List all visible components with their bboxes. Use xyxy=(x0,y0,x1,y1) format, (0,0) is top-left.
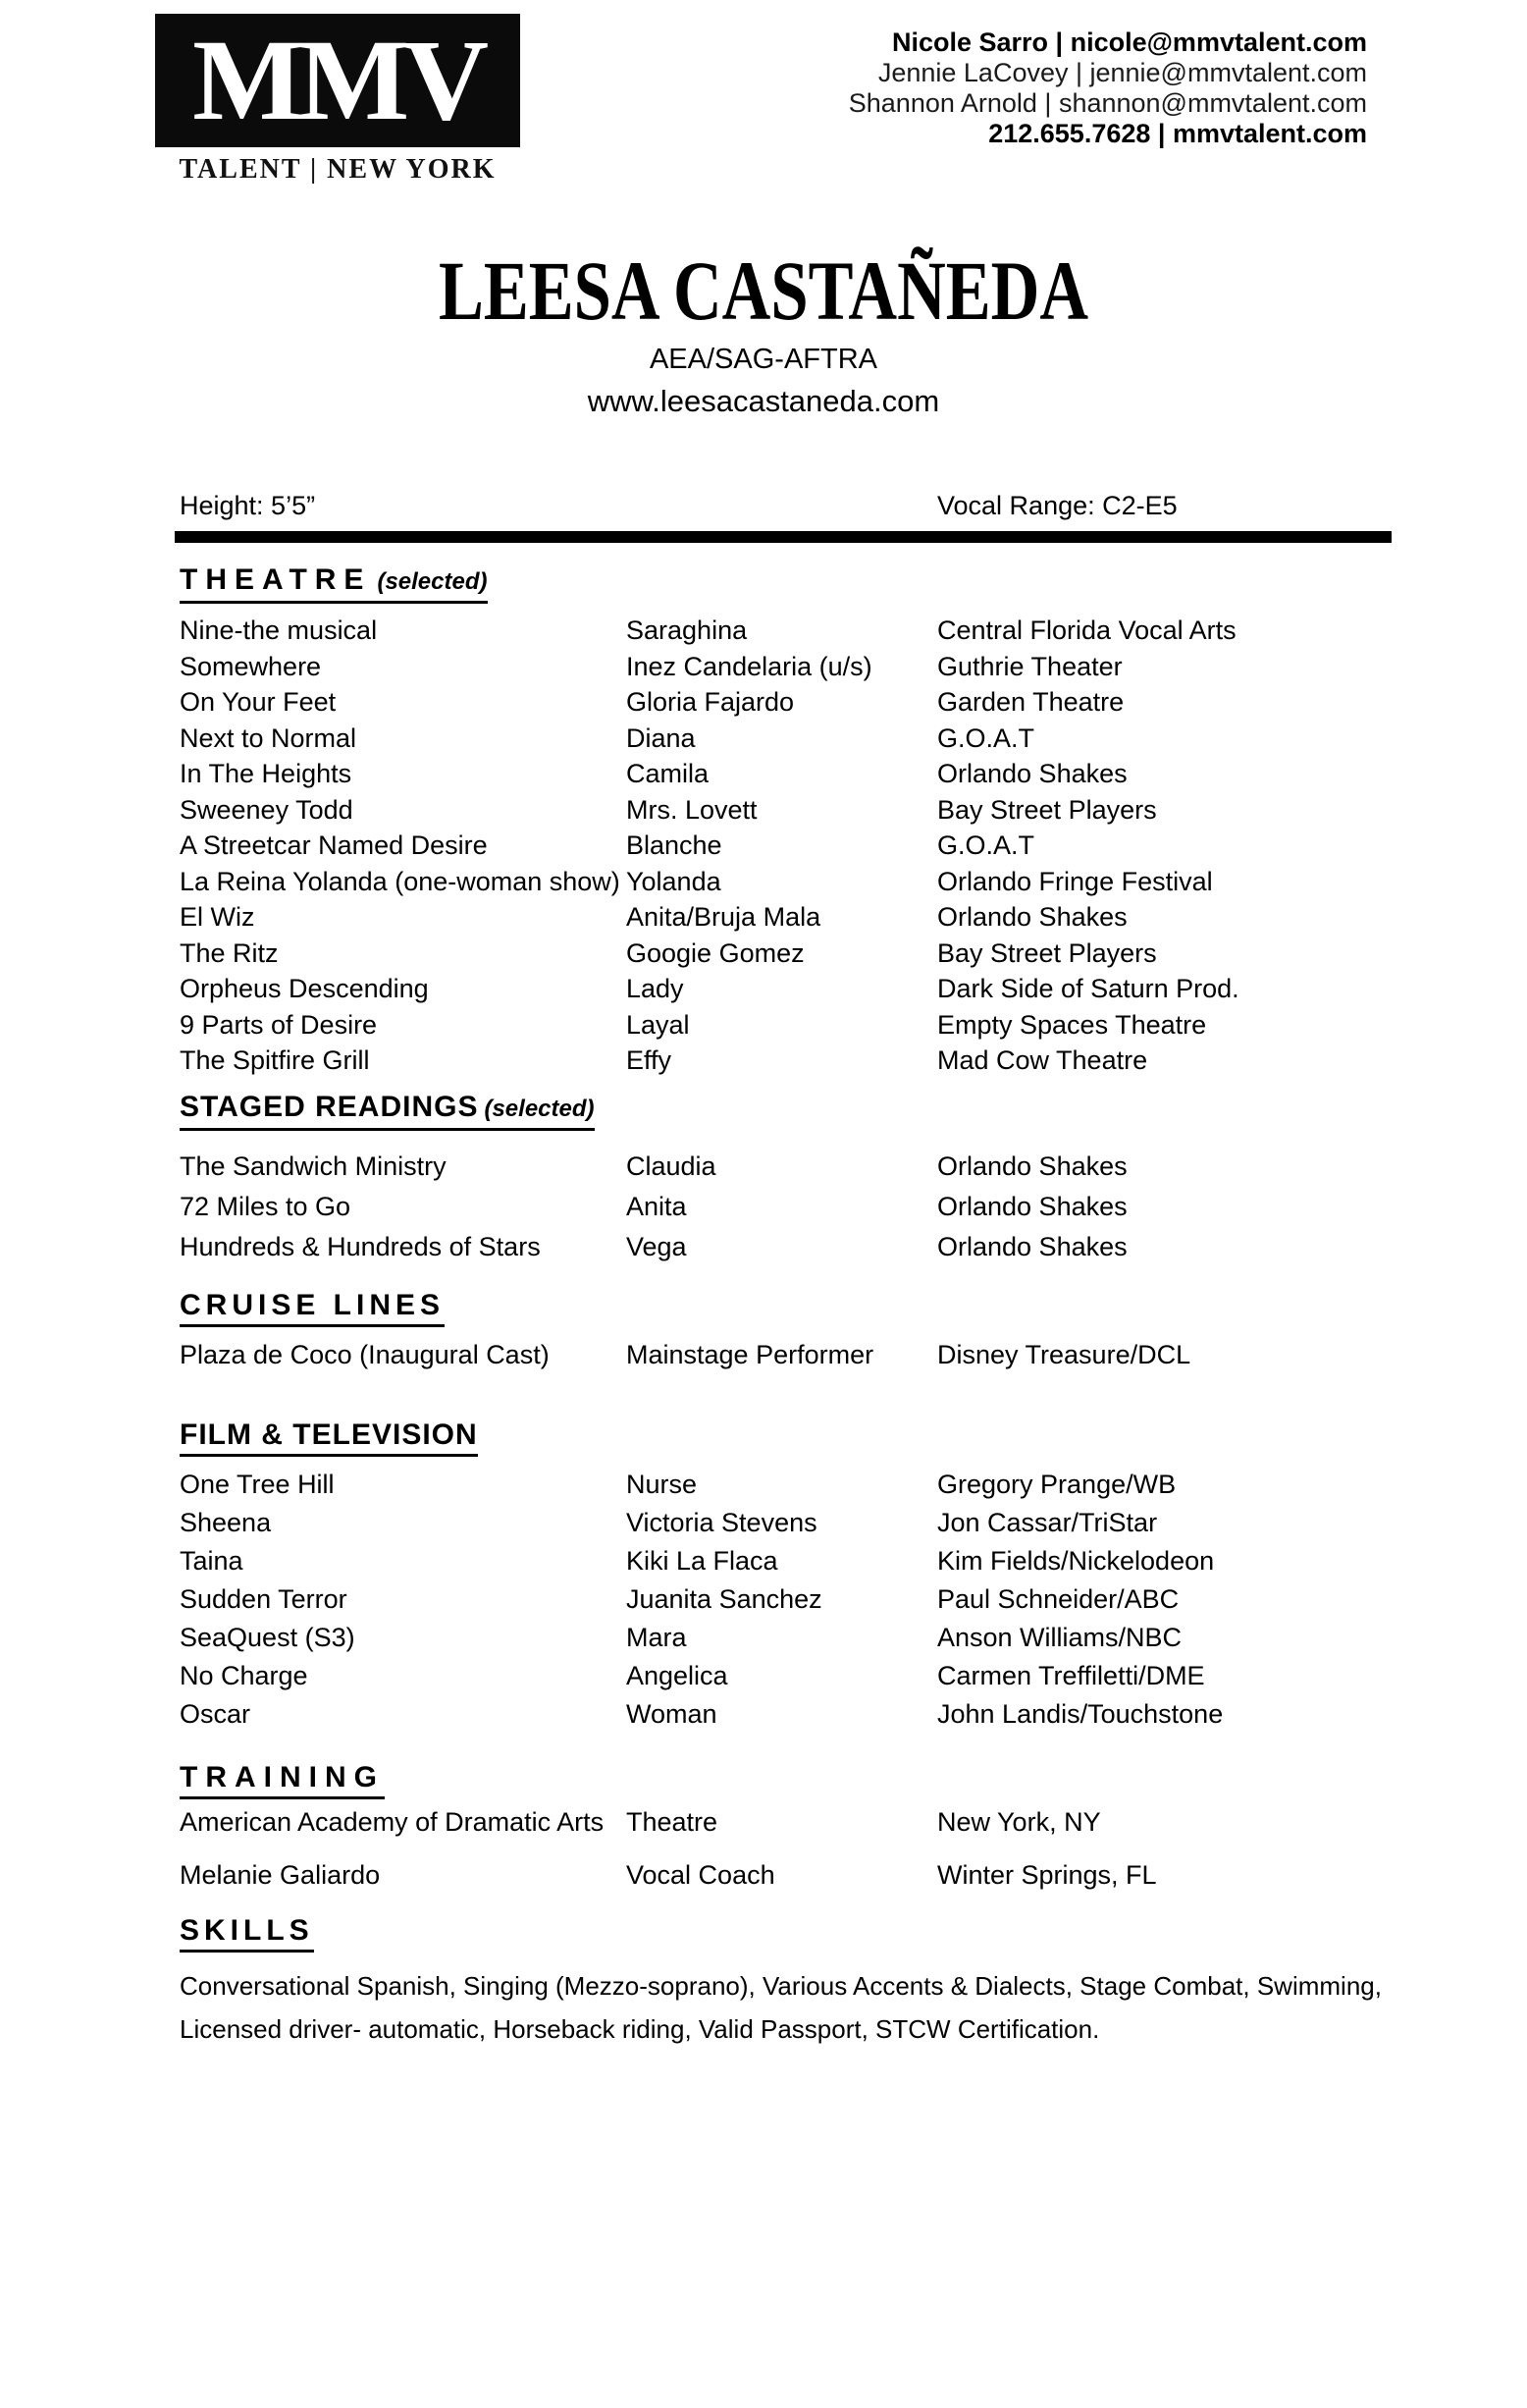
credit-row xyxy=(180,936,1392,972)
identity-block xyxy=(0,245,1527,418)
credit-row xyxy=(180,971,1392,1007)
credit-row xyxy=(180,1043,1392,1079)
header xyxy=(155,14,1367,186)
credit-row xyxy=(180,792,1392,829)
divider-rule xyxy=(175,531,1392,543)
company-cell: Guthrie Theater xyxy=(937,651,1123,681)
credit-row xyxy=(180,613,1392,649)
credit-row xyxy=(180,899,1392,936)
credit-row xyxy=(180,1336,1392,1373)
production-cell: Nine-the musical xyxy=(180,615,378,645)
production-cell: 9 Parts of Desire xyxy=(180,1009,378,1040)
company-cell: Kim Fields/Nickelodeon xyxy=(937,1545,1215,1576)
company-cell: G.O.A.T xyxy=(937,722,1035,753)
section-heading-underline xyxy=(180,1418,478,1457)
company-cell: Carmen Treffiletti/DME xyxy=(937,1660,1205,1690)
production-cell: Sweeney Todd xyxy=(180,794,353,825)
role-cell: Claudia xyxy=(626,1150,716,1181)
section-heading-skills xyxy=(180,1914,1392,1953)
credit-row xyxy=(180,1657,1392,1695)
production-cell: Sheena xyxy=(180,1507,272,1537)
production-cell: SeaQuest (S3) xyxy=(180,1622,355,1652)
company-cell: Orlando Shakes xyxy=(937,1150,1128,1181)
credit-row xyxy=(180,1227,1392,1267)
section-heading-staged-readings xyxy=(180,1091,1392,1131)
credits-table-cruise-lines xyxy=(180,1336,1392,1373)
section-qualifier: (selected) xyxy=(377,568,488,595)
role-cell: Saraghina xyxy=(626,615,748,645)
company-cell: Winter Springs, FL xyxy=(937,1859,1157,1890)
production-cell: Orpheus Descending xyxy=(180,974,429,1003)
company-cell: Empty Spaces Theatre xyxy=(937,1009,1207,1040)
role-cell: Lady xyxy=(626,974,684,1003)
credit-row xyxy=(180,1504,1392,1542)
section-heading-training xyxy=(180,1761,1392,1799)
credit-row xyxy=(180,1007,1392,1043)
production-cell: Melanie Galiardo xyxy=(180,1859,381,1890)
agency-logo-text: MMV xyxy=(192,16,483,144)
production-cell: On Your Feet xyxy=(180,687,337,717)
role-cell: Mrs. Lovett xyxy=(626,794,758,825)
production-cell: El Wiz xyxy=(180,902,255,932)
resume-sections xyxy=(180,555,1392,2051)
section-title: CRUISE LINES xyxy=(180,1288,446,1321)
company-cell: Orlando Shakes xyxy=(937,1231,1128,1261)
section-title: FILM & TELEVISION xyxy=(180,1418,478,1451)
section-title: TRAINING xyxy=(180,1760,385,1793)
role-cell: Googie Gomez xyxy=(626,937,805,968)
role-cell: Juanita Sanchez xyxy=(626,1583,822,1614)
company-cell: Bay Street Players xyxy=(937,937,1157,968)
company-cell: Orlando Shakes xyxy=(937,902,1128,932)
company-cell: Orlando Fringe Festival xyxy=(937,866,1213,896)
role-cell: Anita xyxy=(626,1191,687,1221)
company-cell: Orlando Shakes xyxy=(937,759,1128,788)
company-cell: Jon Cassar/TriStar xyxy=(937,1507,1158,1537)
role-cell: Vocal Coach xyxy=(626,1859,775,1890)
production-cell: The Spitfire Grill xyxy=(180,1045,370,1075)
section-heading-film-television xyxy=(180,1418,1392,1457)
contact-line: Shannon Arnold | shannon@mmvtalent.com xyxy=(848,88,1367,118)
role-cell: Diana xyxy=(626,722,696,753)
role-cell: Angelica xyxy=(626,1660,728,1690)
role-cell: Mainstage Performer xyxy=(626,1339,874,1369)
credit-row xyxy=(180,649,1392,685)
personal-website: www.leesacastaneda.com xyxy=(587,384,940,418)
role-cell: Kiki La Flaca xyxy=(626,1545,778,1576)
agency-logo xyxy=(155,14,520,186)
production-cell: Sudden Terror xyxy=(180,1583,347,1614)
section-heading-underline xyxy=(180,1091,595,1131)
section-heading-theatre xyxy=(180,563,1392,604)
performer-name: LEESA CASTAÑEDA xyxy=(438,243,1089,338)
credits-table-film-television xyxy=(180,1466,1392,1734)
agency-logo-mark xyxy=(155,14,520,147)
contact-line: Jennie LaCovey | jennie@mmvtalent.com xyxy=(877,58,1367,87)
section-heading-underline xyxy=(180,1289,445,1327)
credit-row xyxy=(180,756,1392,792)
section-heading-underline xyxy=(180,1761,385,1799)
production-cell: One Tree Hill xyxy=(180,1469,335,1499)
role-cell: Woman xyxy=(626,1698,717,1729)
role-cell: Yolanda xyxy=(626,866,721,896)
role-cell: Effy xyxy=(626,1045,672,1075)
section-heading-cruise-lines xyxy=(180,1289,1392,1327)
credit-row xyxy=(180,1466,1392,1504)
credit-row xyxy=(180,1695,1392,1734)
credit-row xyxy=(180,1542,1392,1580)
company-cell: G.O.A.T xyxy=(937,830,1035,860)
company-cell: Dark Side of Saturn Prod. xyxy=(937,974,1239,1003)
production-cell: 72 Miles to Go xyxy=(180,1191,351,1221)
section-title: THEATRE xyxy=(180,563,372,596)
section-title: STAGED READINGS xyxy=(180,1090,479,1123)
skills-text: Conversational Spanish, Singing (Mezzo-soprano), Various Accents & Dialects, Stage Combat, Swimming, Licensed driver- automatic, Horseback riding, Valid Passport, STCW Certification. xyxy=(180,1970,1382,2044)
role-cell: Inez Candelaria (u/s) xyxy=(626,651,872,681)
production-cell: Plaza de Coco (Inaugural Cast) xyxy=(180,1339,550,1369)
role-cell: Gloria Fajardo xyxy=(626,687,795,717)
role-cell: Camila xyxy=(626,759,710,788)
production-cell: La Reina Yolanda (one-woman show) xyxy=(180,866,620,896)
credits-table-theatre xyxy=(180,613,1392,1079)
credit-row xyxy=(180,1187,1392,1227)
production-cell: Taina xyxy=(180,1545,243,1576)
role-cell: Layal xyxy=(626,1009,690,1040)
company-cell: Bay Street Players xyxy=(937,794,1157,825)
credit-row xyxy=(180,1619,1392,1657)
company-cell: Central Florida Vocal Arts xyxy=(937,615,1237,645)
section-qualifier: (selected) xyxy=(484,1095,595,1122)
role-cell: Theatre xyxy=(626,1806,718,1837)
credit-row xyxy=(180,864,1392,900)
section-heading-underline xyxy=(180,563,488,604)
credit-row xyxy=(180,1808,1392,1836)
production-cell: Oscar xyxy=(180,1698,251,1729)
production-cell: Somewhere xyxy=(180,651,322,681)
production-cell: Next to Normal xyxy=(180,722,357,753)
company-cell: Mad Cow Theatre xyxy=(937,1045,1148,1075)
agency-logo-tagline: TALENT | NEW YORK xyxy=(179,154,497,185)
credit-row xyxy=(180,1861,1392,1889)
production-cell: In The Heights xyxy=(180,759,352,788)
company-cell: Orlando Shakes xyxy=(937,1191,1128,1221)
role-cell: Vega xyxy=(626,1231,687,1261)
contact-line: 212.655.7628 | mmvtalent.com xyxy=(988,119,1367,148)
company-cell: Garden Theatre xyxy=(937,687,1125,717)
stats-row xyxy=(180,491,1392,521)
credit-row xyxy=(180,721,1392,757)
union-affiliations: AEA/SAG-AFTRA xyxy=(649,344,878,375)
credit-row xyxy=(180,1580,1392,1619)
production-cell: American Academy of Dramatic Arts xyxy=(180,1806,605,1837)
credits-table-training xyxy=(180,1808,1392,1889)
agent-contact-block xyxy=(849,14,1367,149)
contact-line: Nicole Sarro | nicole@mmvtalent.com xyxy=(891,27,1367,57)
company-cell: Anson Williams/NBC xyxy=(937,1622,1183,1652)
credit-row xyxy=(180,828,1392,864)
role-cell: Victoria Stevens xyxy=(626,1507,817,1537)
role-cell: Anita/Bruja Mala xyxy=(626,902,821,932)
production-cell: Hundreds & Hundreds of Stars xyxy=(180,1231,541,1261)
company-cell: Paul Schneider/ABC xyxy=(937,1583,1180,1614)
height-stat: Height: 5’5” xyxy=(180,491,316,520)
credit-row xyxy=(180,1147,1392,1187)
company-cell: Disney Treasure/DCL xyxy=(937,1339,1191,1369)
credits-table-staged-readings xyxy=(180,1147,1392,1267)
credit-row xyxy=(180,684,1392,721)
vocal-range-stat: Vocal Range: C2-E5 xyxy=(937,491,1178,520)
production-cell: The Ritz xyxy=(180,937,279,968)
role-cell: Nurse xyxy=(626,1469,698,1499)
company-cell: New York, NY xyxy=(937,1806,1101,1837)
production-cell: No Charge xyxy=(180,1660,308,1690)
section-heading-underline xyxy=(180,1914,314,1953)
role-cell: Blanche xyxy=(626,830,722,860)
section-title: SKILLS xyxy=(180,1913,314,1947)
production-cell: A Streetcar Named Desire xyxy=(180,830,488,860)
company-cell: Gregory Prange/WB xyxy=(937,1469,1177,1499)
company-cell: John Landis/Touchstone xyxy=(937,1698,1224,1729)
role-cell: Mara xyxy=(626,1622,687,1652)
production-cell: The Sandwich Ministry xyxy=(180,1150,447,1181)
